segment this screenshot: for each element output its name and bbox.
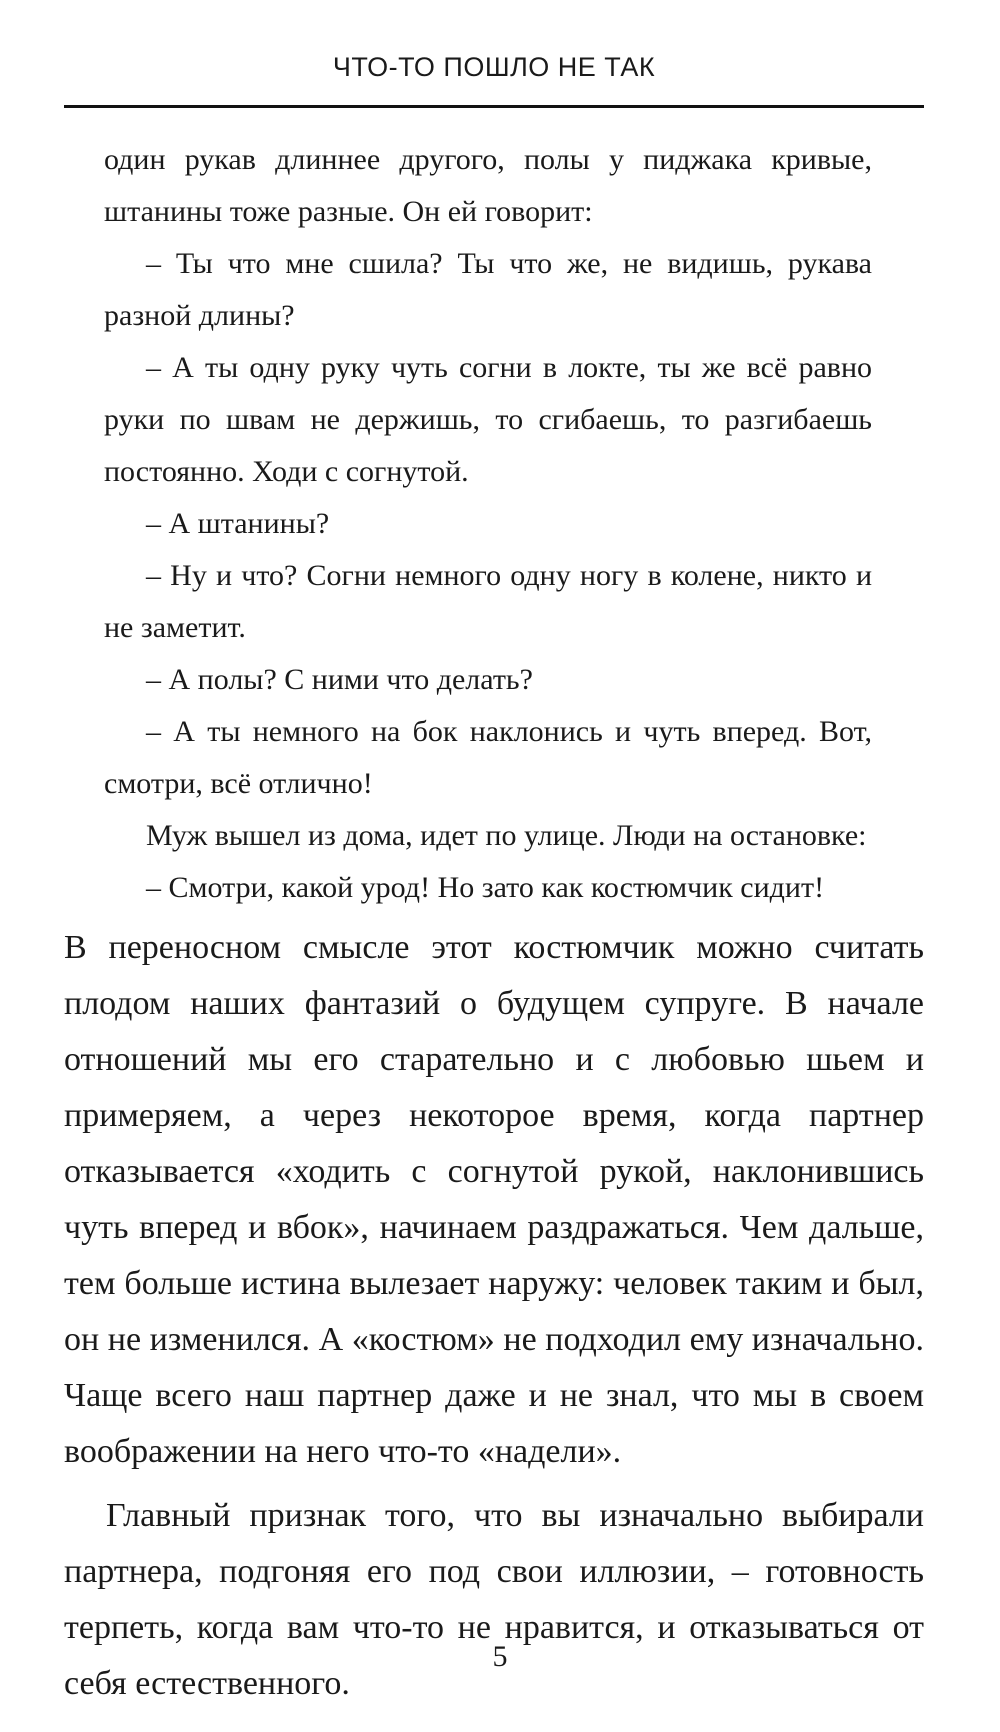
quote-paragraph: – А ты немного на бок наклонись и чуть вперед. Вот, смотри, всё отлично! (104, 715, 872, 800)
quote-paragraph: – Ты что мне сшила? Ты что же, не видишь, рукава разной длины? (104, 247, 872, 332)
quote-paragraph: – А штанины? (146, 507, 330, 540)
quote-paragraph: – Ну и что? Согни немного одну ногу в колене, никто и не заметит. (104, 559, 872, 644)
header-rule (64, 105, 924, 108)
page-number: 5 (492, 1640, 508, 1673)
running-title: ЧТО-ТО ПОШЛО НЕ ТАК (332, 52, 656, 82)
quote-paragraph: один рукав длиннее другого, полы у пиджака кривые, штанины тоже разные. Он ей говорит: (104, 143, 872, 228)
quote-paragraph: – А ты одну руку чуть согни в локте, ты же всё равно руки по швам не держишь, то сгибаешь, то разгибаешь постоянно. Ходи с согнутой. (104, 351, 872, 488)
quote-paragraph: – Смотри, какой урод! Но зато как костюмчик сидит! (146, 871, 825, 904)
quote-paragraph: – А полы? С ними что делать? (146, 663, 533, 696)
body-paragraph: В переносном смысле этот костюмчик можно считать плодом наших фантазий о будущем супруге. В начале отношений мы его старательно и с любовью шьем и примеряем, а через некоторое время, когда партнер отказывается «ходить с согнутой рукой, наклонившись чуть вперед и вбок», начинаем раздражаться. Чем дальше, тем больше истина вылезает наружу: человек таким и был, он не изменился. А «костюм» не подходил ему изначально. Чаще всего наш партнер даже и не знал, что мы в своем воображении на него что-то «надели». (64, 929, 924, 1470)
quote-paragraph: Муж вышел из дома, идет по улице. Люди на остановке: (146, 819, 867, 852)
body-paragraph: Главный признак того, что вы изначально выбирали партнера, подгоняя его под свои иллюзии, – готовность терпеть, когда вам что-то не нравится, и отказываться от себя естественного. (64, 1497, 924, 1702)
main-text (64, 920, 924, 1712)
quoted-anecdote (104, 134, 872, 914)
